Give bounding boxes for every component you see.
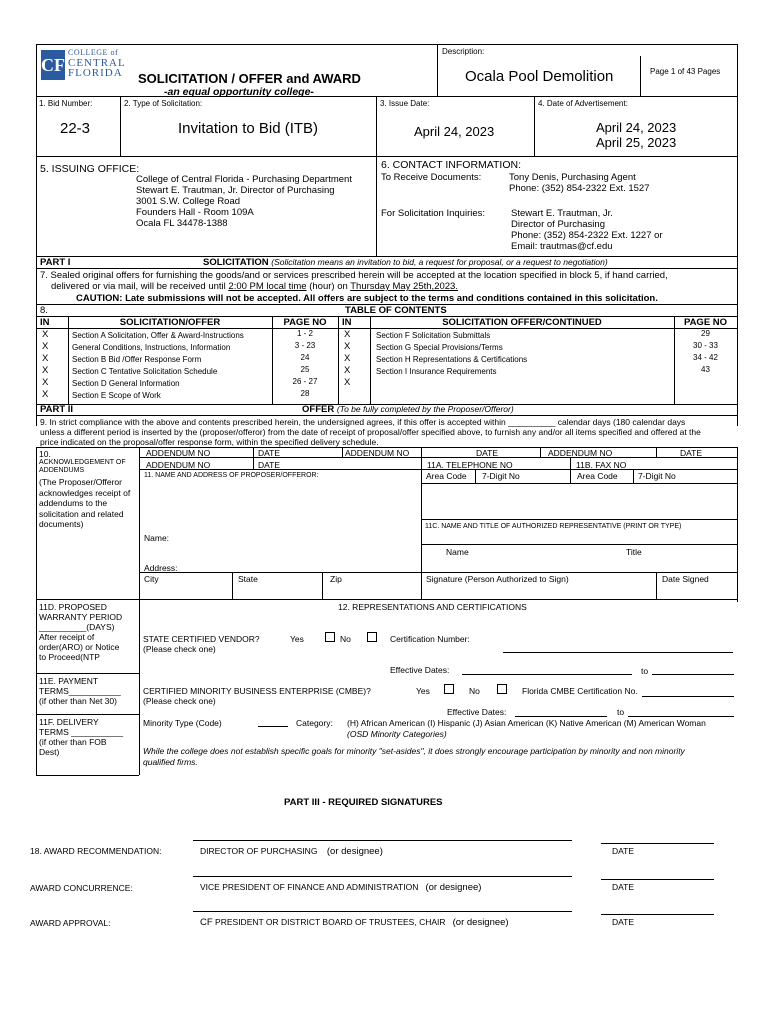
cmbe-question: CERTIFIED MINORITY BUSINESS ENTERPRISE (CMBE)? (Please check one) — [143, 686, 371, 706]
warranty-period: 11D. PROPOSED WARRANTY PERIOD __________(DAYS) After receipt of order(ARO) or Notice to Proceed(NTP — [39, 602, 123, 662]
ack-number: 10. — [39, 449, 51, 459]
addendum-date-2: DATE — [476, 448, 499, 458]
date-signed-label: Date Signed — [662, 574, 709, 584]
toc-row: X Section B Bid /Offer Response Form 24 — [42, 353, 310, 364]
award-concurrence-date-label: DATE — [612, 882, 635, 892]
toc-row: X — [344, 377, 351, 388]
part1-title-line: SOLICITATION (Solicitation means an invitation to bid, a request for proposal, or a request to negotiation) — [203, 257, 608, 268]
description-label: Description: — [442, 47, 485, 56]
toc-row: X Section A Solicitation, Offer & Award-Instructions 1 - 2 — [42, 329, 313, 340]
effective-dates-label-2: Effective Dates: — [447, 707, 507, 717]
toc-row: X Section E Scope of Work 28 — [42, 389, 310, 400]
advert-date-2: April 25, 2023 — [596, 135, 677, 150]
toc-col-continued: SOLICITATION OFFER/CONTINUED — [442, 317, 602, 328]
sealed-offers-text: 7. Sealed original offers for furnishing the goods/and or services prescribed herein will be accepted at the location specified in block 5, if hand carried, delivered or via mail, will be received until 2:00 PM local time (hour) on Thursday May 25th,2023. — [40, 270, 668, 292]
award-concurrence-signature-line[interactable] — [193, 876, 572, 877]
state-label: State — [238, 574, 258, 584]
award-approval-label: AWARD APPROVAL: — [30, 918, 111, 928]
award-recommendation-label: 18. AWARD RECOMMENDATION: — [30, 846, 162, 856]
toc-col-page: PAGE NO — [283, 317, 327, 328]
cmbe-no-label: No — [469, 686, 480, 696]
city-label: City — [144, 574, 159, 584]
college-logo-text: COLLEGE of CENTRAL FLORIDA — [68, 48, 126, 79]
rep-name-label: Name — [446, 547, 469, 557]
toc-number: 8. — [40, 305, 48, 316]
receive-documents-contact: Tony Denis, Purchasing Agent Phone: (352) 854-2322 Ext. 1527 — [509, 172, 650, 194]
inquiries-label: For Solicitation Inquiries: — [381, 208, 486, 219]
description-value: Ocala Pool Demolition — [465, 68, 614, 85]
addendum-date-1: DATE — [258, 448, 281, 458]
cert-number-label: Certification Number: — [390, 634, 470, 644]
solicitation-type: Invitation to Bid (ITB) — [178, 120, 319, 137]
effective-dates-label: Effective Dates: — [390, 665, 450, 675]
award-concurrence-date-line[interactable] — [601, 879, 714, 880]
effective-date-from-line-2[interactable] — [515, 716, 607, 717]
issuing-office-address: College of Central Florida - Purchasing Department Stewart E. Trautman, Jr. Director of Purchasing 3001 S.W. College Road Founders Hall - Room 109A Ocala FL 34478-1388 — [136, 174, 352, 229]
toc-row: X Section H Representations & Certifications 34 - 42 — [344, 353, 718, 364]
part2-title-line: OFFER (To be fully completed by the Proposer/Offeror) — [302, 404, 514, 415]
toc-row: X Section C Tentative Solicitation Schedule 25 — [42, 365, 310, 376]
rep-label: 11C. NAME AND TITLE OF AUTHORIZED REPRESENTATIVE (PRINT OR TYPE) — [425, 523, 682, 530]
award-recommendation-date-label: DATE — [612, 846, 635, 856]
state-vendor-question: STATE CERTIFIED VENDOR? (Please check one) — [143, 634, 260, 654]
effective-to-label: to — [641, 666, 649, 676]
award-recommendation-signer: DIRECTOR OF PURCHASING (or designee) — [200, 846, 383, 857]
page-info: Page 1 of 43 Pages — [650, 67, 721, 76]
form-title: SOLICITATION / OFFER and AWARD — [138, 71, 361, 86]
offer-terms-text: 9. In strict compliance with the above and contents prescribed herein, the undersigned agrees, if this offer is accepted within __________ calendar days (180 calendar days unless a different period is inserted by the (proposer/offeror) from the date of receipt of proposal/offer specified above, to furnish any and/or all items specified and offered at the price indicated on the proposal/offer response form, within the specified delivery schedule. — [40, 417, 701, 447]
receive-documents-label: To Receive Documents: — [381, 172, 482, 183]
addendum-no-3: ADDENDUM NO — [548, 448, 613, 458]
phone-seven-digit: 7-Digit No — [482, 471, 520, 481]
part3-title: PART III - REQUIRED SIGNATURES — [284, 797, 443, 808]
phone-area-code: Area Code — [426, 471, 467, 481]
name-address-label: 11. NAME AND ADDRESS OF PROPOSER/OFFEROR: — [144, 472, 319, 479]
category-label: Category: — [296, 718, 333, 728]
award-recommendation-date-line[interactable] — [601, 843, 714, 844]
telephone-label: 11A. TELEPHONE NO — [427, 460, 513, 470]
toc-col-page2: PAGE NO — [683, 317, 728, 328]
toc-row: X Section G Special Provisions/Terms 30 - 33 — [344, 341, 718, 352]
award-concurrence-signer: VICE PRESIDENT OF FINANCE AND ADMINISTRATION (or designee) — [200, 882, 482, 893]
issue-date-label: 3. Issue Date: — [380, 99, 430, 108]
advert-date-label: 4. Date of Advertisement: — [538, 99, 628, 108]
addendum-date-4: DATE — [258, 460, 281, 470]
state-vendor-yes-checkbox[interactable] — [325, 632, 335, 642]
effective-date-from-line[interactable] — [462, 674, 632, 675]
contact-label: 6. CONTACT INFORMATION: — [381, 159, 522, 171]
cmbe-no-checkbox[interactable] — [497, 684, 507, 694]
bid-number-label: 1. Bid Number: — [39, 99, 93, 108]
fax-area-code: Area Code — [577, 471, 618, 481]
bid-number: 22-3 — [60, 120, 91, 137]
cert-number-line[interactable] — [503, 652, 733, 653]
award-concurrence-label: AWARD CONCURRENCE: — [30, 883, 133, 893]
award-approval-date-line[interactable] — [601, 914, 714, 915]
toc-col-solicitation: SOLICITATION/OFFER — [119, 317, 221, 328]
advert-date-1: April 24, 2023 — [596, 120, 677, 135]
effective-to-label-2: to — [617, 707, 625, 717]
ack-text: (The Proposer/Offeror acknowledges receipt of addendums to the solicitation and related documents) — [39, 477, 131, 529]
solicitation-type-label: 2. Type of Solicitation: — [124, 99, 203, 108]
reps-title: 12. REPRESENTATIONS AND CERTIFICATIONS — [338, 602, 527, 612]
award-recommendation-signature-line[interactable] — [193, 840, 572, 841]
toc-col-in: IN — [40, 317, 50, 328]
toc-row: X Section F Solicitation Submittals 29 — [344, 329, 710, 340]
toc-title: TABLE OF CONTENTS — [345, 305, 447, 316]
minority-codes: (H) African American (I) Hispanic (J) Asian American (K) Native American (M) American Woman — [347, 718, 706, 728]
payment-terms: 11E. PAYMENT TERMS___________ (if other than Net 30) — [39, 676, 121, 706]
ack-label: ACKNOWLEDGEMENT OF ADDENDUMS — [39, 459, 126, 474]
addendum-no-4: ADDENDUM NO — [146, 460, 211, 470]
minority-type-label: Minority Type (Code) — [143, 718, 222, 728]
issue-date: April 24, 2023 — [414, 124, 495, 139]
name-field-label: Name: — [144, 533, 170, 543]
florida-cmbe-label: Florida CMBE Certification No. — [522, 686, 638, 696]
zip-label: Zip — [330, 574, 342, 584]
award-approval-date-label: DATE — [612, 917, 635, 927]
effective-date-to-line[interactable] — [652, 674, 734, 675]
cmbe-yes-label: Yes — [416, 686, 430, 696]
florida-cmbe-line[interactable] — [642, 696, 734, 697]
college-logo-mark: CF — [41, 50, 65, 80]
addendum-date-3: DATE — [680, 448, 703, 458]
state-vendor-yes-label: Yes — [290, 634, 304, 644]
addendum-no-1: ADDENDUM NO — [146, 448, 211, 458]
caution-text: CAUTION: Late submissions will not be accepted. All offers are subject to the terms and conditions contained in this solicitation. — [76, 293, 658, 304]
tagline: -an equal opportunity college- — [164, 86, 314, 98]
rep-title-label: Title — [626, 547, 642, 557]
minority-disclaimer: While the college does not establish specific goals for minority "set-asides", it does strongly encourage participation by minority and non minority qualified firms. — [143, 746, 685, 767]
toc-col-in2: IN — [342, 317, 352, 328]
toc-row: X General Conditions, Instructions, Information 3 - 23 — [42, 341, 316, 352]
award-approval-signature-line[interactable] — [193, 911, 572, 912]
award-approval-signer: CF PRESIDENT OR DISTRICT BOARD OF TRUSTEES, CHAIR (or designee) — [200, 917, 509, 928]
cmbe-yes-checkbox[interactable] — [444, 684, 454, 694]
address-field-label: Address: — [144, 563, 178, 573]
issuing-office-label: 5. ISSUING OFFICE: — [40, 163, 140, 175]
state-vendor-no-checkbox[interactable] — [367, 632, 377, 642]
toc-row: X Section I Insurance Requirements 43 — [344, 365, 710, 376]
osd-categories: (OSD Minority Categories) — [347, 729, 447, 739]
effective-date-to-line-2[interactable] — [628, 716, 734, 717]
toc-row: X Section D General Information 26 - 27 — [42, 377, 318, 388]
signature-label: Signature (Person Authorized to Sign) — [426, 574, 569, 584]
state-vendor-no-label: No — [340, 634, 351, 644]
part1-label: PART I — [40, 257, 71, 268]
delivery-terms: 11F. DELIVERY TERMS ___________ (if other than FOB Dest) — [39, 717, 124, 757]
fax-label: 11B. FAX NO — [576, 460, 627, 470]
minority-type-line[interactable] — [258, 726, 288, 727]
inquiries-contact: Stewart E. Trautman, Jr. Director of Purchasing Phone: (352) 854-2322 Ext. 1227 or Email: trautmas@cf.edu — [511, 208, 663, 252]
fax-seven-digit: 7-Digit No — [638, 471, 676, 481]
part2-label: PART II — [40, 404, 74, 415]
addendum-no-2: ADDENDUM NO — [345, 448, 410, 458]
